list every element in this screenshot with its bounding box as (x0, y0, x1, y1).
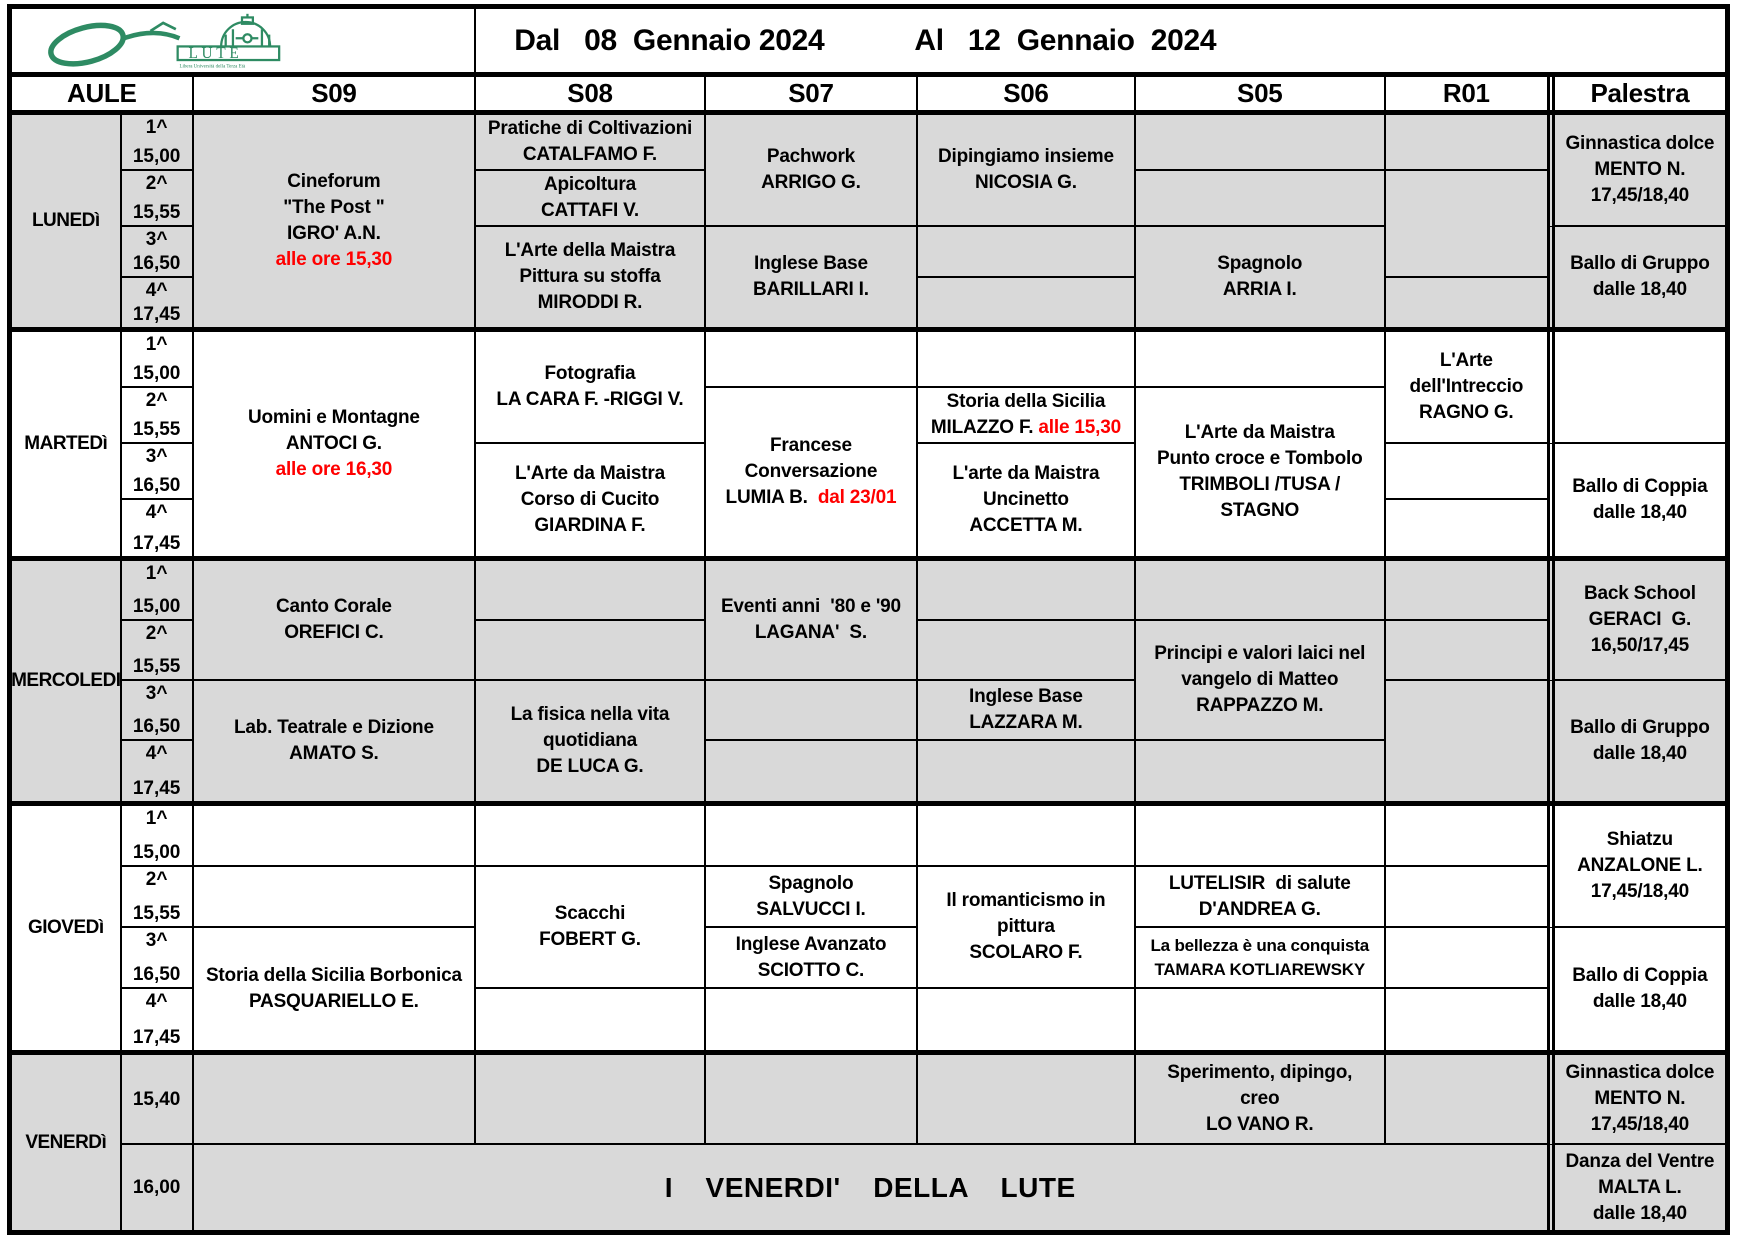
empty-cell (1547, 332, 1725, 444)
class-cell (1136, 928, 1386, 989)
class-line: Ballo di Coppia (1572, 965, 1708, 986)
empty-cell (1386, 171, 1547, 278)
room-header-s05: S05 (1136, 77, 1386, 110)
class-line: dalle 18,40 (1592, 502, 1687, 523)
class-line: Apicoltura (543, 174, 636, 195)
class-line: NICOSIA G. (975, 172, 1077, 193)
class-cell (1547, 115, 1725, 227)
empty-cell (706, 741, 918, 801)
class-line: ARRIGO G. (761, 172, 861, 193)
title-row (12, 9, 1725, 77)
day-row-giovedì (12, 801, 1725, 1050)
class-line: Ginnastica dolce (1565, 1062, 1715, 1084)
class-line: Inglese Base (754, 253, 868, 274)
class-line: creo (1240, 1088, 1280, 1110)
class-line: Danza del Ventre (1565, 1150, 1715, 1172)
empty-cell (1386, 115, 1547, 171)
empty-cell (476, 561, 706, 621)
empty-cell (194, 867, 477, 928)
empty-cell (1386, 806, 1547, 867)
empty-cell (918, 806, 1136, 867)
room-header-s07: S07 (706, 77, 918, 110)
empty-cell (706, 332, 918, 388)
class-line: alle ore 16,30 (275, 459, 393, 480)
class-line: IGRO' A.N. (287, 223, 381, 244)
room-header-s06: S06 (918, 77, 1136, 110)
class-line: La fisica nella vita (510, 704, 670, 725)
class-cell (706, 928, 918, 989)
date-range (476, 9, 1725, 72)
class-line: L'Arte della Maistra (504, 240, 676, 261)
class-line: MIRODDI R. (537, 292, 643, 313)
class-line: dalle 18,40 (1592, 1202, 1687, 1224)
schedule-sheet (7, 4, 1730, 1235)
class-line: Punto croce e Tombolo (1156, 448, 1363, 469)
day-label: VENERDì (12, 1055, 122, 1230)
class-line: Pittura su stoffa (519, 266, 661, 287)
class-line: BARILLARI I. (753, 279, 869, 300)
time-slot: 1^ 15,00 (122, 561, 194, 621)
class-cell (1547, 1055, 1725, 1145)
empty-cell (194, 1055, 477, 1145)
class-line: Ginnastica dolce (1565, 133, 1715, 154)
day-row-lunedì (12, 110, 1725, 327)
empty-cell (1386, 867, 1547, 928)
class-cell (476, 444, 706, 556)
class-cell (918, 115, 1136, 227)
empty-cell (1386, 561, 1547, 621)
empty-cell (476, 621, 706, 681)
empty-cell (706, 989, 918, 1050)
class-line: TRIMBOLI /TUSA / (1179, 474, 1341, 495)
class-cell (1547, 444, 1725, 556)
aule-header: AULE (12, 77, 194, 110)
class-line: Il romanticismo in (946, 890, 1106, 911)
empty-cell (1136, 332, 1386, 388)
class-line: Corso di Cucito (520, 489, 660, 510)
class-cell (918, 388, 1136, 444)
class-cell (1547, 561, 1725, 681)
class-line: Storia della Sicilia (946, 391, 1106, 412)
class-line: Ballo di Gruppo (1570, 717, 1710, 738)
class-cell (706, 115, 918, 227)
class-line: MALTA L. (1598, 1176, 1682, 1198)
class-line: dalle 18,40 (1592, 279, 1687, 300)
class-line: LAZZARA M. (969, 712, 1083, 733)
time-slot: 15,40 (122, 1055, 194, 1145)
time-slot: 2^ 15,55 (122, 621, 194, 681)
empty-cell (918, 227, 1136, 278)
empty-cell (194, 806, 477, 867)
class-cell (476, 171, 706, 227)
time-slot: 2^ 15,55 (122, 171, 194, 227)
class-line: 17,45/18,40 (1590, 185, 1689, 206)
empty-cell (1386, 928, 1547, 989)
class-cell (1547, 227, 1725, 327)
empty-cell (918, 621, 1136, 681)
class-cell (476, 681, 706, 801)
empty-cell (1386, 681, 1547, 801)
class-line: Uomini e Montagne (247, 407, 420, 428)
class-cell (194, 928, 477, 1050)
empty-cell (918, 1055, 1136, 1145)
time-slot: 16,00 (122, 1145, 194, 1230)
empty-cell (918, 332, 1136, 388)
day-row-martedì (12, 327, 1725, 556)
time-slot: 4^ 17,45 (122, 278, 194, 327)
room-header-palestra: Palestra (1547, 77, 1725, 110)
empty-cell (1136, 115, 1386, 171)
class-line: ACCETTA M. (969, 515, 1083, 536)
time-slot: 4^ 17,45 (122, 500, 194, 556)
class-line: ARRIA I. (1222, 279, 1297, 300)
class-line: quotidiana (542, 730, 637, 751)
class-cell (1136, 227, 1386, 327)
time-slot: 1^ 15,00 (122, 806, 194, 867)
class-cell (1547, 1145, 1725, 1230)
class-line: STAGNO (1220, 500, 1300, 521)
class-line: 17,45/18,40 (1590, 1114, 1689, 1136)
class-line: Conversazione (744, 461, 878, 482)
logo-text: LUTE (188, 44, 243, 62)
class-cell (1136, 867, 1386, 928)
class-line: dell'Intreccio (1409, 376, 1524, 397)
class-line: Pachwork (766, 146, 856, 167)
class-line: LA CARA F. -RIGGI V. (496, 389, 684, 410)
time-slot: 1^ 15,00 (122, 332, 194, 388)
class-cell (918, 444, 1136, 556)
empty-cell (918, 989, 1136, 1050)
class-line: Principi e valori laici nel (1154, 643, 1366, 664)
class-line: La bellezza è una conquista (1150, 935, 1369, 955)
class-cell (1136, 1055, 1386, 1145)
class-cell (918, 681, 1136, 741)
class-line: AMATO S. (289, 743, 379, 764)
room-header-s08: S08 (476, 77, 706, 110)
class-line: SCOLARO F. (969, 942, 1083, 963)
class-cell (194, 681, 477, 801)
empty-cell (1386, 1055, 1547, 1145)
empty-cell (1386, 278, 1547, 327)
class-line: LUMIA B. dal 23/01 (725, 487, 897, 508)
class-line: L'Arte da Maistra (514, 463, 665, 484)
date-from: Dal 08 Gennaio 2024 (514, 23, 825, 57)
class-line: LO VANO R. (1206, 1114, 1314, 1136)
day-row-venerdì (12, 1050, 1725, 1230)
class-line: Spagnolo (768, 872, 854, 894)
bird-icon (150, 22, 175, 30)
empty-cell (1386, 989, 1547, 1050)
class-line: 16,50/17,45 (1590, 635, 1689, 656)
empty-cell (918, 278, 1136, 327)
class-line: Canto Corale (275, 596, 392, 617)
class-cell (706, 867, 918, 928)
room-header-r01: R01 (1442, 78, 1490, 108)
class-line: Ballo di Gruppo (1570, 253, 1710, 274)
class-line: D'ANDREA G. (1198, 898, 1321, 920)
empty-cell (1136, 806, 1386, 867)
class-line: Dipingiamo insieme (937, 146, 1114, 167)
class-line: Sperimento, dipingo, (1167, 1062, 1353, 1084)
logo-tagline: Libera Università della Terza Età (179, 63, 246, 69)
class-line: CATALFAMO F. (522, 144, 658, 165)
empty-cell (1386, 444, 1547, 500)
empty-cell (706, 1055, 918, 1145)
day-label: MARTEDì (12, 332, 122, 556)
class-line: DE LUCA G. (536, 756, 644, 777)
class-line: Eventi anni '80 e '90 (720, 596, 901, 617)
class-cell (194, 1145, 1547, 1230)
class-cell (476, 115, 706, 171)
class-line: GIARDINA F. (534, 515, 646, 536)
class-line: MILAZZO F. alle 15,30 (930, 417, 1121, 438)
class-line: I VENERDI' DELLA LUTE (664, 1171, 1076, 1203)
class-line: 17,45/18,40 (1590, 881, 1689, 902)
class-line: ANTOCI G. (285, 433, 382, 454)
class-line: SCIOTTO C. (757, 959, 865, 981)
class-line: Uncinetto (983, 489, 1069, 510)
class-line: L'Arte (1439, 350, 1493, 371)
empty-cell (1386, 500, 1547, 556)
time-slot: 3^ 16,50 (122, 227, 194, 278)
empty-cell (706, 681, 918, 741)
class-cell (1547, 806, 1725, 928)
class-line: L'arte da Maistra (952, 463, 1100, 484)
time-slot: 1^ 15,00 (122, 115, 194, 171)
time-slot: 3^ 16,50 (122, 444, 194, 500)
time-slot: 4^ 17,45 (122, 989, 194, 1050)
time-slot: 3^ 16,50 (122, 681, 194, 741)
class-line: Back School (1583, 583, 1696, 604)
class-line: RAPPAZZO M. (1196, 695, 1324, 716)
class-line: TAMARA KOTLIAREWSKY (1154, 959, 1366, 979)
class-line: CATTAFI V. (541, 200, 639, 221)
empty-cell (476, 1055, 706, 1145)
day-label: GIOVEDì (12, 806, 122, 1050)
empty-cell (1136, 171, 1386, 227)
class-line: OREFICI C. (284, 622, 384, 643)
class-line: Francese (770, 435, 852, 456)
class-cell (1547, 928, 1725, 1050)
class-line: LAGANA' S. (754, 622, 867, 643)
class-cell (1136, 621, 1386, 741)
empty-cell (706, 806, 918, 867)
class-cell (1547, 681, 1725, 801)
class-line: Ballo di Coppia (1572, 476, 1708, 497)
class-cell (1136, 388, 1386, 556)
time-slot: 2^ 15,55 (122, 388, 194, 444)
class-cell (706, 388, 918, 556)
class-line: dalle 18,40 (1592, 991, 1687, 1012)
class-line: vangelo di Matteo (1181, 669, 1339, 690)
empty-cell (1136, 741, 1386, 801)
class-line: Shiatzu (1606, 829, 1673, 850)
class-line: MENTO N. (1594, 1088, 1686, 1110)
time-slot: 3^ 16,50 (122, 928, 194, 989)
day-label: MERCOLEDI (12, 561, 122, 801)
class-line: MENTO N. (1594, 159, 1686, 180)
column-header-row (12, 77, 1725, 110)
lute-logo (12, 9, 476, 72)
class-line: Spagnolo (1217, 253, 1303, 274)
class-line: dalle 18,40 (1592, 743, 1687, 764)
class-cell (476, 332, 706, 444)
time-slot: 4^ 17,45 (122, 741, 194, 801)
class-line: GERACI G. (1588, 609, 1692, 630)
class-line: Lab. Teatrale e Dizione (233, 717, 434, 738)
empty-cell (918, 561, 1136, 621)
class-line: Cineforum (287, 171, 381, 192)
class-cell (194, 561, 477, 681)
date-to: Al 12 Gennaio 2024 (914, 23, 1217, 57)
class-line: Storia della Sicilia Borbonica (205, 965, 462, 986)
day-label: LUNEDì (12, 115, 122, 327)
class-cell (918, 867, 1136, 989)
day-row-mercoledi (12, 556, 1725, 801)
class-line: LUTELISIR di salute (1168, 872, 1351, 894)
class-line: pittura (997, 916, 1055, 937)
class-cell (706, 561, 918, 681)
class-line: Inglese Base (969, 686, 1083, 707)
class-line: Inglese Avanzato (735, 933, 887, 955)
class-line: L'Arte da Maistra (1184, 422, 1335, 443)
class-cell (476, 867, 706, 989)
time-slot: 2^ 15,55 (122, 867, 194, 928)
empty-cell (918, 741, 1136, 801)
class-line: "The Post " (283, 197, 385, 218)
empty-cell (476, 989, 706, 1050)
class-line: alle ore 15,30 (275, 249, 393, 270)
class-cell (706, 227, 918, 327)
class-cell (476, 227, 706, 327)
class-line: SALVUCCI I. (756, 898, 866, 920)
class-line: Pratiche di Coltivazioni (487, 118, 693, 139)
empty-cell (1136, 989, 1386, 1050)
empty-cell (1136, 561, 1386, 621)
room-header-s09: S09 (194, 77, 477, 110)
class-line: Fotografia (544, 363, 636, 384)
class-cell (194, 115, 477, 327)
class-cell (1386, 332, 1547, 444)
schedule-body (12, 110, 1725, 1230)
class-line: FOBERT G. (539, 929, 641, 950)
class-line: ANZALONE L. (1577, 855, 1703, 876)
lute-logo-icon (34, 12, 334, 70)
class-line: PASQUARIELLO E. (248, 991, 419, 1012)
empty-cell (476, 806, 706, 867)
empty-cell (1386, 621, 1547, 681)
class-cell (194, 332, 477, 556)
class-line: Scacchi (554, 903, 626, 924)
class-line: RAGNO G. (1419, 402, 1514, 423)
